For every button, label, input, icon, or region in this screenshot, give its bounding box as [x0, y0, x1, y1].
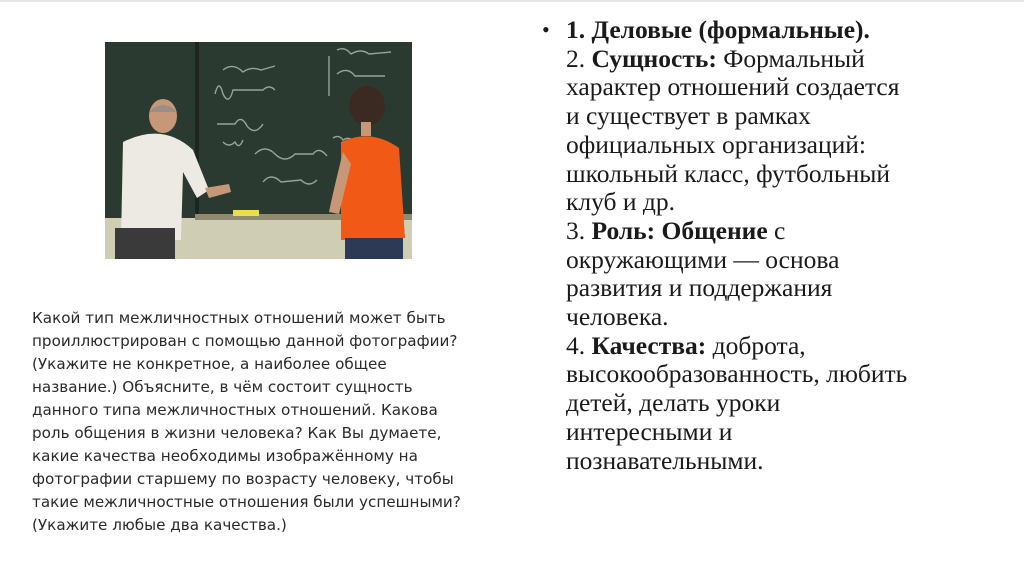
answer-item-1 — [566, 16, 1012, 45]
item-number: 3. — [566, 215, 592, 245]
answer-text: окружающими — основа — [566, 244, 840, 274]
answer-text: интересными и — [566, 416, 733, 446]
question-line: название.) Объясните, в чём состоит сущность — [32, 378, 413, 396]
top-border — [0, 0, 1024, 2]
classroom-photo — [105, 42, 412, 259]
answer-item-3 — [566, 217, 1012, 246]
question-text — [32, 307, 492, 537]
item-number: 2. — [566, 43, 592, 73]
answer-text: и существует в рамках — [566, 101, 811, 131]
answer-item-4 — [566, 332, 1012, 361]
answer-block — [542, 16, 1012, 475]
answer-text: с — [767, 215, 786, 245]
answer-text: высокообразованность, любить — [566, 359, 908, 389]
answer-item-2 — [566, 45, 1012, 74]
answer-text: человека. — [566, 302, 669, 332]
classroom-illustration — [105, 42, 412, 259]
answer-text: развития и поддержания — [566, 273, 833, 303]
item-number: 4. — [566, 330, 592, 360]
answer-text: характер отношений создается — [566, 72, 900, 102]
answer-text: доброта, — [706, 330, 806, 360]
answer-text: познавательными. — [566, 445, 764, 475]
question-line: такие межличностные отношения были успешными? — [32, 493, 461, 511]
question-line: какие качества необходимы изображённому на — [32, 447, 418, 465]
answer-text: официальных организаций: — [566, 129, 866, 159]
item-heading: Сущность: — [591, 43, 717, 73]
question-line: фотографии старшему по возрасту человеку, чтобы — [32, 470, 454, 488]
answer-item-1-text: 1. Деловые (формальные). — [566, 15, 870, 44]
question-line: роль общения в жизни человека? Как Вы думаете, — [32, 424, 442, 442]
question-line: (Укажите любые два качества.) — [32, 516, 287, 534]
bullet-icon: • — [542, 17, 550, 42]
answer-text: школьный класс, футбольный — [566, 158, 891, 188]
question-line: (Укажите не конкретное, а наиболее общее — [32, 355, 387, 373]
question-line: проиллюстрирован с помощью данной фотографии? — [32, 332, 458, 350]
answer-text: детей, делать уроки — [566, 388, 781, 418]
question-line: Какой тип межличностных отношений может быть — [32, 309, 446, 327]
item-heading: Роль: Общение — [591, 215, 768, 245]
item-heading: Качества: — [591, 330, 707, 360]
answer-text: Формальный — [716, 43, 865, 73]
answer-text: клуб и др. — [566, 187, 675, 217]
question-line: данного типа межличностных отношений. Какова — [32, 401, 438, 419]
